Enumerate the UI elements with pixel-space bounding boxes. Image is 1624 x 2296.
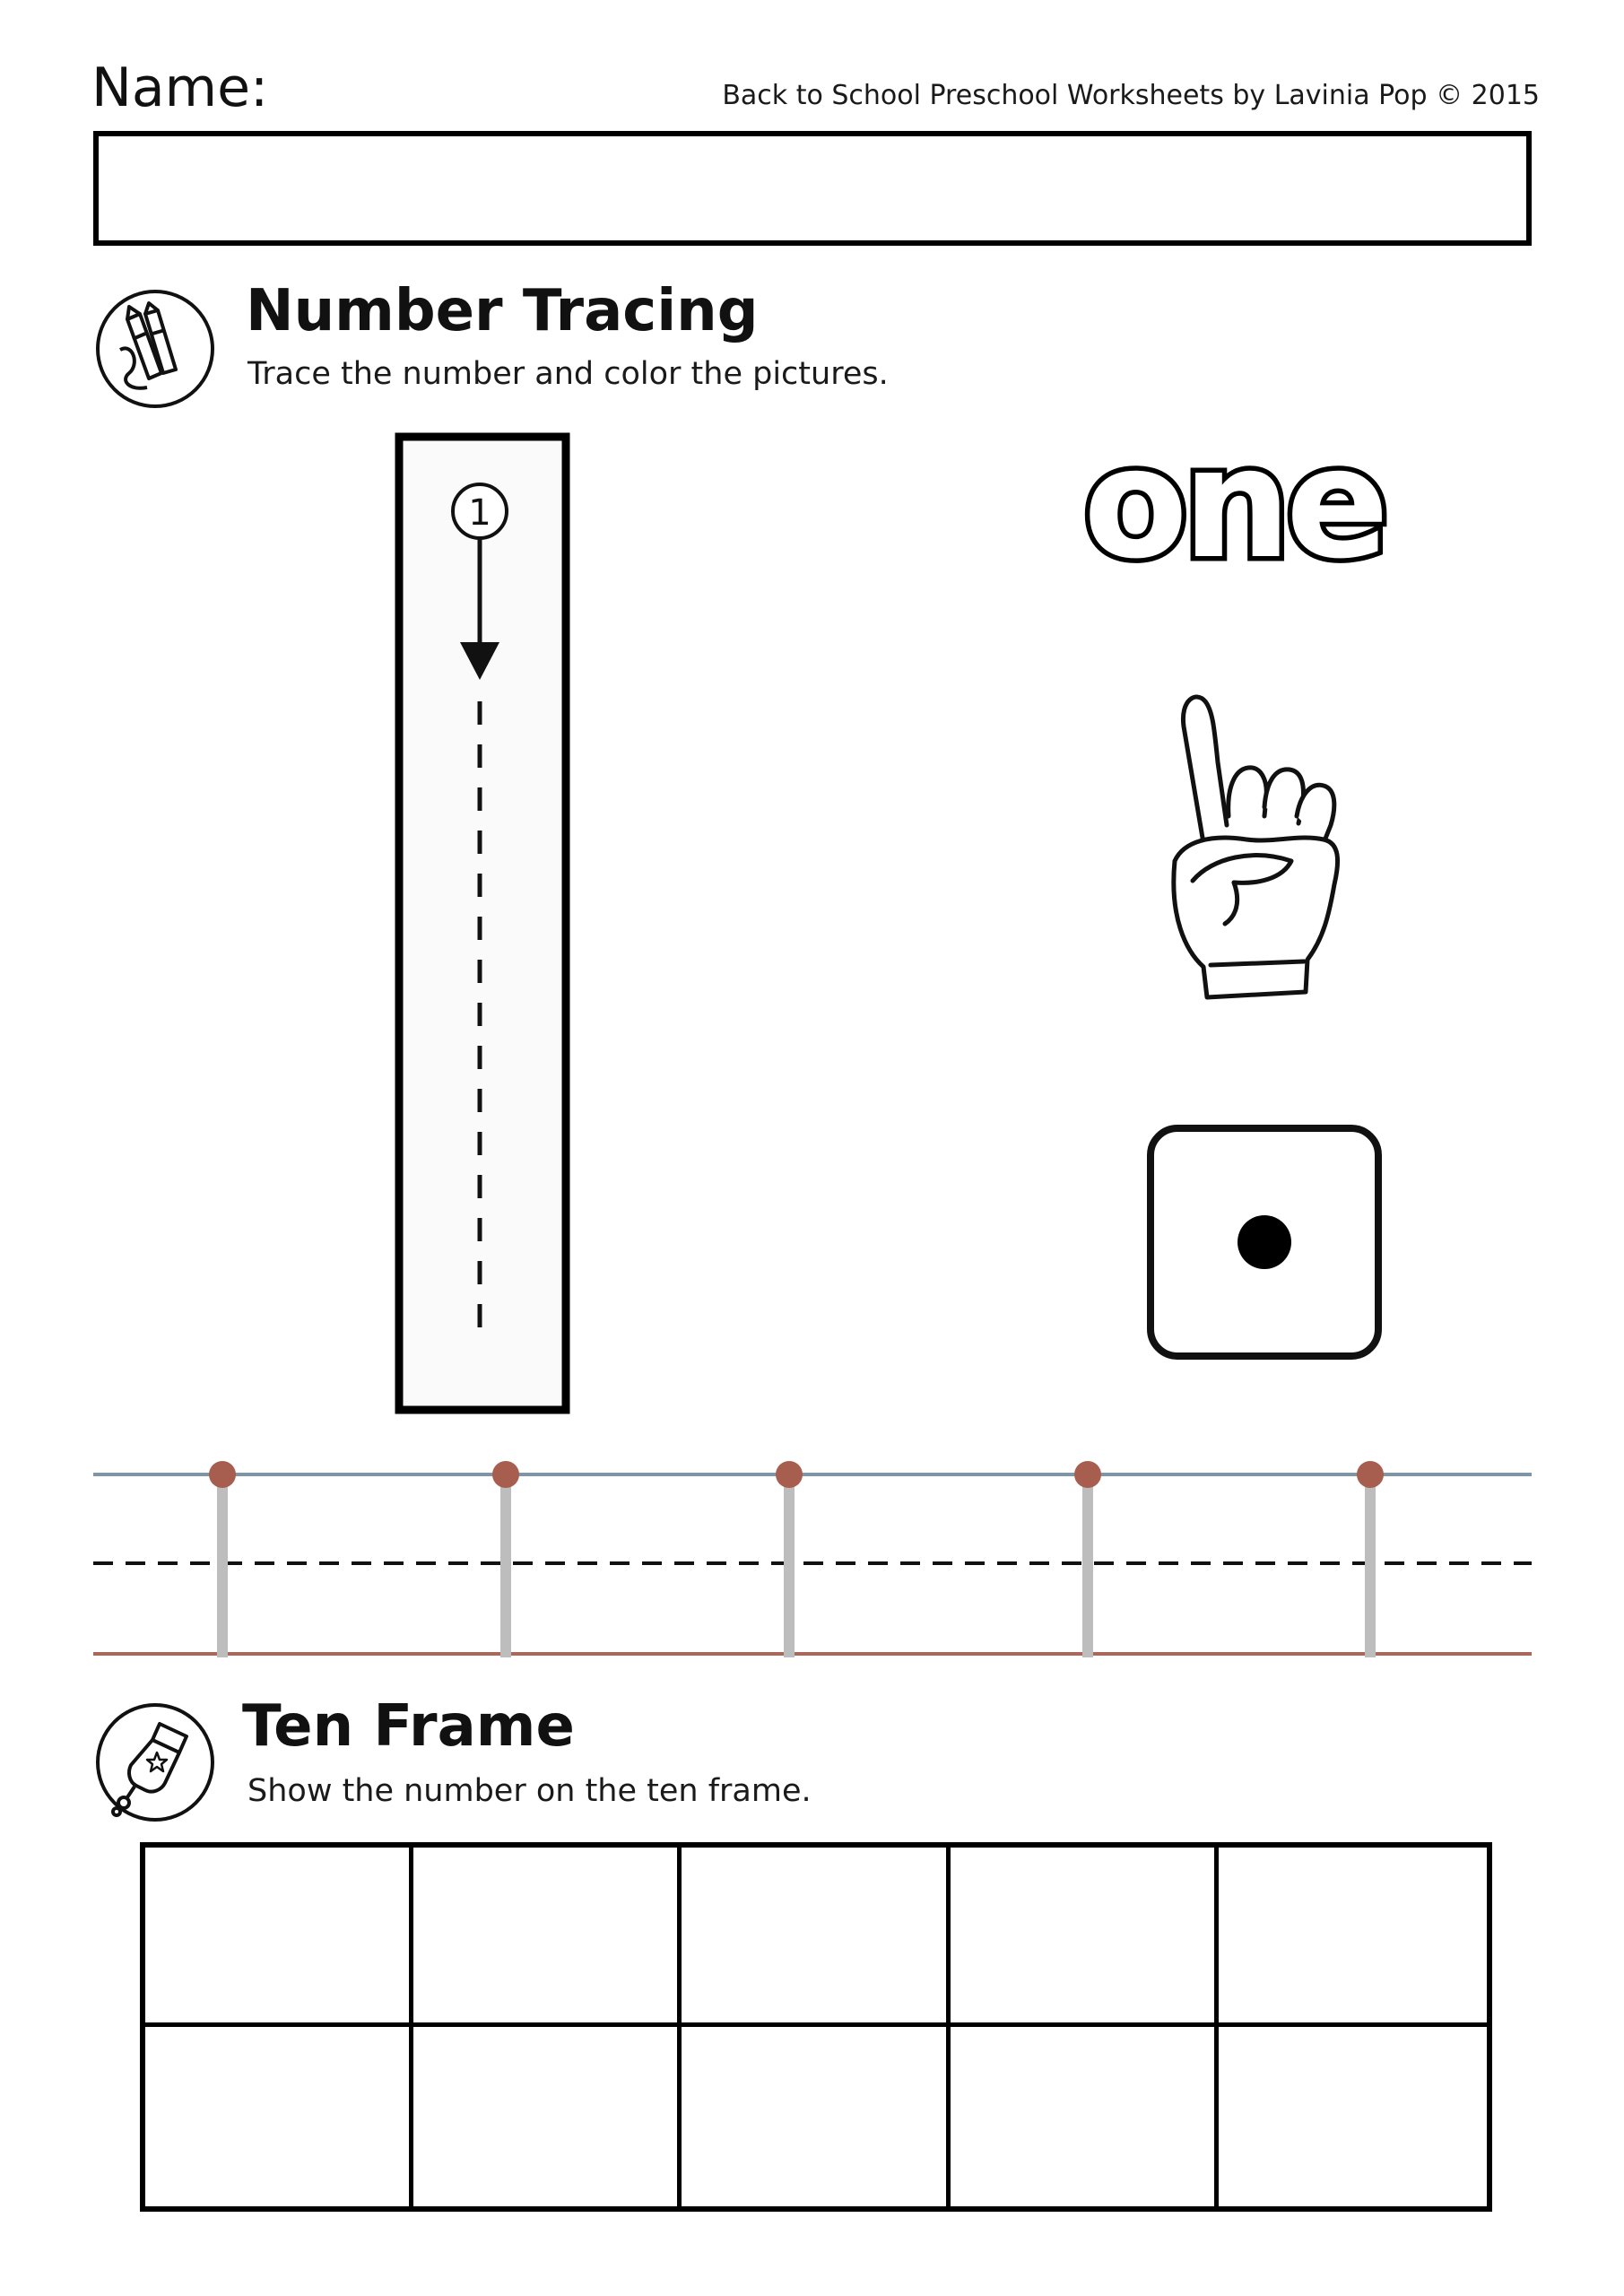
trace-start-dot: [492, 1461, 519, 1488]
section-title-ten-frame: Ten Frame: [242, 1693, 575, 1760]
ten-frame-cell[interactable]: [682, 2027, 950, 2206]
ten-frame-cell[interactable]: [1219, 1848, 1487, 2027]
ten-frame-grid: [140, 1842, 1492, 2212]
svg-text:one: one: [1083, 422, 1385, 583]
trace-start-dot: [1074, 1461, 1101, 1488]
trace-start-dot: [1357, 1461, 1384, 1488]
crayons-icon: [93, 287, 217, 411]
ten-frame-cell[interactable]: [145, 2027, 413, 2206]
ten-frame-cell[interactable]: [682, 1848, 950, 2027]
dice-pip: [1238, 1215, 1291, 1269]
section-title-number-tracing: Number Tracing: [246, 278, 759, 344]
number-trace-area[interactable]: [395, 432, 574, 1419]
dice-one-icon: [1143, 1121, 1385, 1363]
handwriting-practice-line[interactable]: [0, 1444, 1624, 1668]
section-instruction-tracing: Trace the number and color the pictures.: [248, 356, 889, 392]
ten-frame-cell[interactable]: [413, 2027, 682, 2206]
start-marker-number: 1: [468, 492, 491, 534]
credit-text: Back to School Preschool Worksheets by Lavinia Pop © 2015: [722, 80, 1540, 111]
number-word-one: [1076, 422, 1453, 583]
hand-one-finger-icon: [1148, 682, 1381, 1004]
section-instruction-ten-frame: Show the number on the ten frame.: [248, 1773, 812, 1809]
trace-start-dot: [209, 1461, 236, 1488]
trace-start-dot: [776, 1461, 803, 1488]
ten-frame-cell[interactable]: [1219, 2027, 1487, 2206]
name-input-box[interactable]: [93, 131, 1532, 246]
ten-frame-cell[interactable]: [951, 1848, 1219, 2027]
ten-frame-cell[interactable]: [413, 1848, 682, 2027]
ten-frame-cell[interactable]: [145, 1848, 413, 2027]
paint-bottle-icon: [93, 1700, 217, 1824]
ten-frame-cell[interactable]: [951, 2027, 1219, 2206]
name-label: Name:: [91, 57, 269, 119]
